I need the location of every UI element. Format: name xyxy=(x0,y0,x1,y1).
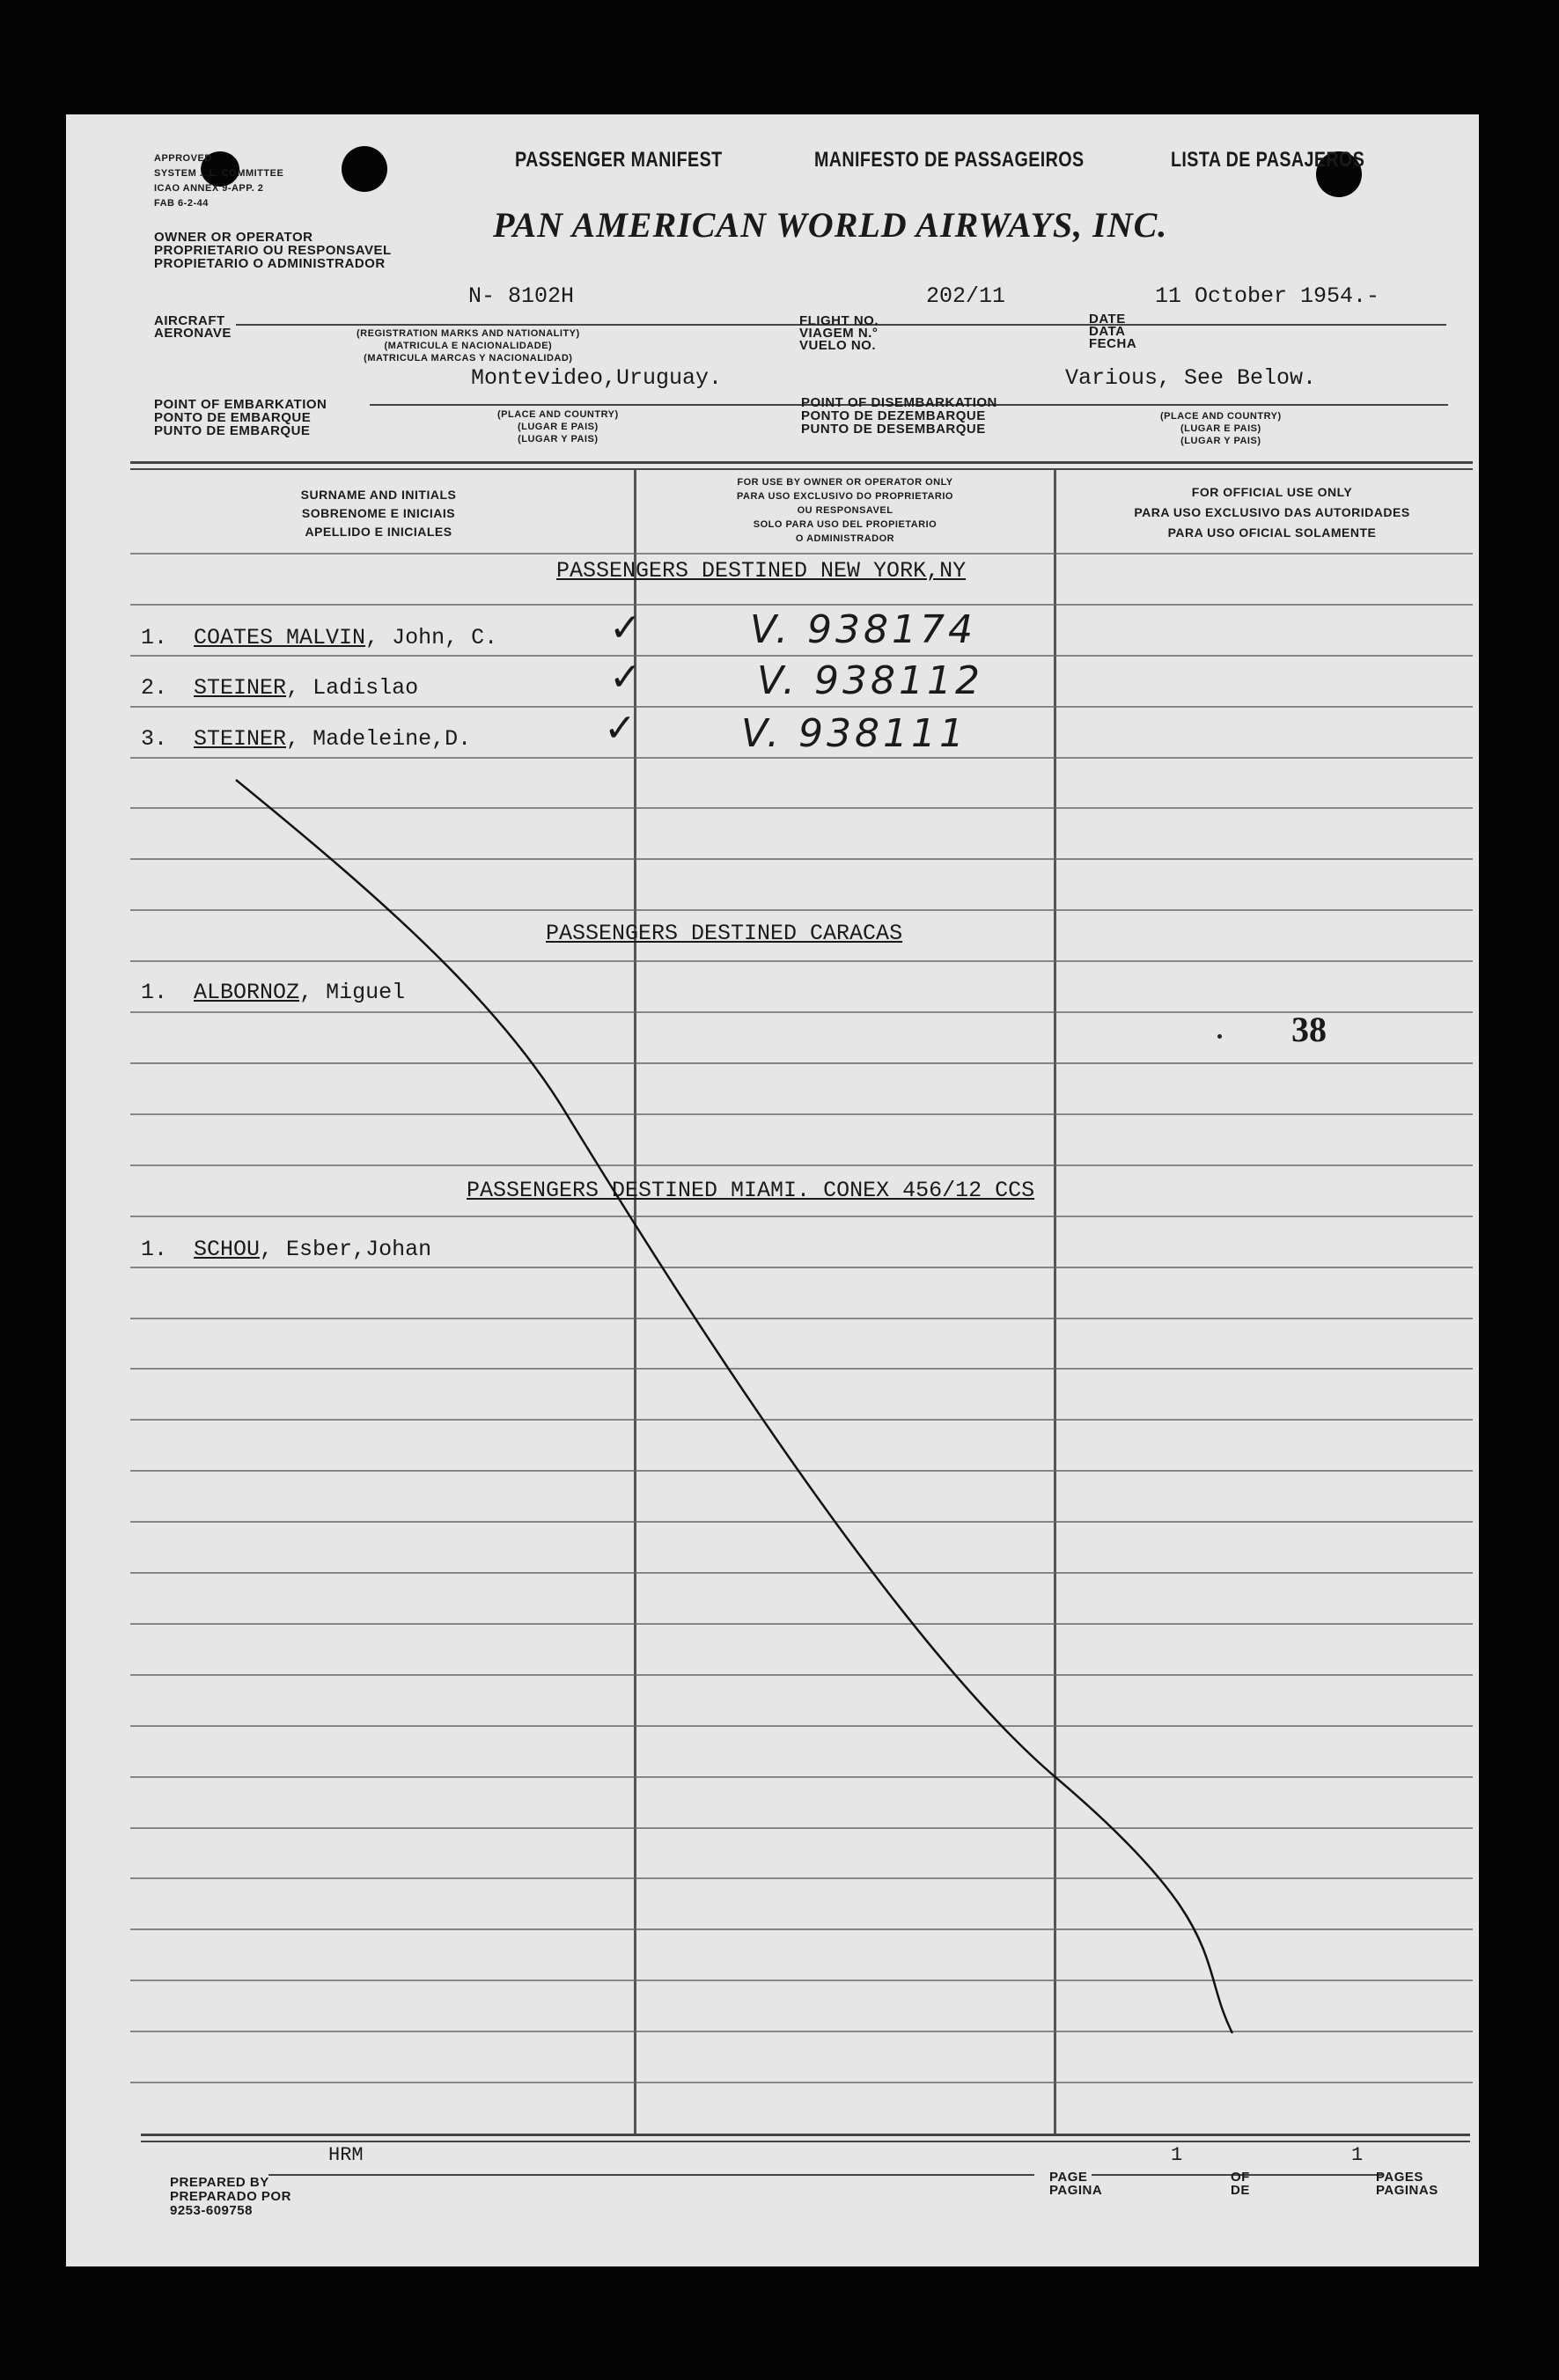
passenger-given: , Madeleine,D. xyxy=(286,726,472,752)
passenger-number: 1. xyxy=(141,980,168,1005)
title-english: PASSENGER MANIFEST xyxy=(515,148,723,172)
prepared-by-value: HRM xyxy=(328,2144,364,2166)
footer-rule-2 xyxy=(141,2141,1470,2142)
check-mark: ✓ xyxy=(609,655,645,700)
passenger-surname: STEINER xyxy=(194,675,287,701)
date-value: 11 October 1954.- xyxy=(1155,283,1380,309)
aircraft-label: AIRCRAFT AERONAVE xyxy=(154,313,232,341)
pages-value: 1 xyxy=(1351,2144,1364,2166)
aircraft-value: N- 8102H xyxy=(468,283,575,309)
pages-label: PAGES PAGINAS xyxy=(1376,2170,1438,2198)
passenger-surname: SCHOU xyxy=(194,1237,261,1262)
flight-number-value: 202/11 xyxy=(926,283,1006,309)
disembarkation-label: POINT OF DISEMBARKATION PONTO DE DEZEMBARQUE PUNTO DE DESEMBARQUE xyxy=(801,395,997,437)
visa-number: V. 938174 xyxy=(750,607,976,652)
passenger-surname: ALBORNOZ xyxy=(194,980,300,1005)
passenger-surname: STEINER xyxy=(194,726,287,752)
passenger-given: , Ladislao xyxy=(286,675,419,701)
column-header-owner-use: FOR USE BY OWNER OR OPERATOR ONLY PARA USO EXCLUSIVO DO PROPRIETARIO OU RESPONSAVEL SOLO PARA USO DEL PROPIETARIO O ADMINISTRADOR xyxy=(737,477,953,544)
page-value: 1 xyxy=(1171,2144,1183,2166)
check-mark: ✓ xyxy=(604,706,640,751)
prepared-by-label: PREPARED BY PREPARADO POR 9253-609758 xyxy=(170,2175,291,2218)
owner-label: OWNER OR OPERATOR PROPRIETARIO OU RESPONSAVEL PROPIETARIO O ADMINISTRADOR xyxy=(154,230,392,271)
page-label: PAGE PAGINA xyxy=(1049,2170,1103,2198)
section-heading-caracas: PASSENGERS DESTINED CARACAS xyxy=(546,921,903,946)
passenger-number: 1. xyxy=(141,1237,168,1262)
registration-note: (REGISTRATION MARKS AND NATIONALITY) (MATRICULA E NACIONALIDADE) (MATRICULA MARCAS Y NACIONALIDAD) xyxy=(357,328,580,364)
flight-number-label: FLIGHT NO. VIAGEM N.° VUELO NO. xyxy=(799,313,879,353)
title-portuguese: MANIFESTO DE PASSAGEIROS xyxy=(814,148,1085,172)
place-note-right: (PLACE AND COUNTRY) (LUGAR E PAIS) (LUGAR Y PAIS) xyxy=(1160,411,1282,446)
of-label: OF DE xyxy=(1231,2170,1250,2198)
passenger-number: 2. xyxy=(141,675,168,701)
passenger-given: , Esber,Johan xyxy=(260,1237,432,1262)
passenger-surname: COATES MALVIN xyxy=(194,625,366,650)
footer-rule-1 xyxy=(141,2134,1470,2136)
check-mark: ✓ xyxy=(609,606,645,650)
place-note-left: (PLACE AND COUNTRY) (LUGAR E PAIS) (LUGAR Y PAIS) xyxy=(497,409,619,444)
passenger-given: , John, C. xyxy=(365,625,498,650)
section-heading-new-york: PASSENGERS DESTINED NEW YORK,NY xyxy=(556,558,967,584)
column-header-official-use: FOR OFFICIAL USE ONLY PARA USO EXCLUSIVO DAS AUTORIDADES PARA USO OFICIAL SOLAMENTE xyxy=(1134,485,1410,540)
visa-number: V. 938112 xyxy=(757,658,983,703)
stamp-number: 38 xyxy=(1291,1010,1327,1049)
passenger-given: , Miguel xyxy=(299,980,406,1005)
prepared-by-underline xyxy=(268,2174,1034,2176)
approval-block: APPROVED SYSTEM ...L. COMMITTEE ICAO ANNEX 9-APP. 2 FAB 6-2-44 xyxy=(154,153,284,209)
embarkation-value: Montevideo,Uruguay. xyxy=(471,365,723,391)
passenger-number: 1. xyxy=(141,625,168,650)
column-header-surname: SURNAME AND INITIALS SOBRENOME E INICIAIS APELLIDO E INICIALES xyxy=(300,488,457,539)
owner-name: PAN AMERICAN WORLD AIRWAYS, INC. xyxy=(493,205,1168,245)
embarkation-label: POINT OF EMBARKATION PONTO DE EMBARQUE PUNTO DE EMBARQUE xyxy=(154,397,327,438)
date-label: DATE DATA FECHA xyxy=(1089,312,1137,351)
visa-number: V. 938111 xyxy=(741,711,967,756)
passenger-number: 3. xyxy=(141,726,168,752)
section-heading-miami: PASSENGERS DESTINED MIAMI. CONEX 456/12 CCS xyxy=(467,1178,1035,1203)
title-spanish: LISTA DE PASAJEROS xyxy=(1171,148,1365,172)
disembarkation-value: Various, See Below. xyxy=(1065,365,1317,391)
